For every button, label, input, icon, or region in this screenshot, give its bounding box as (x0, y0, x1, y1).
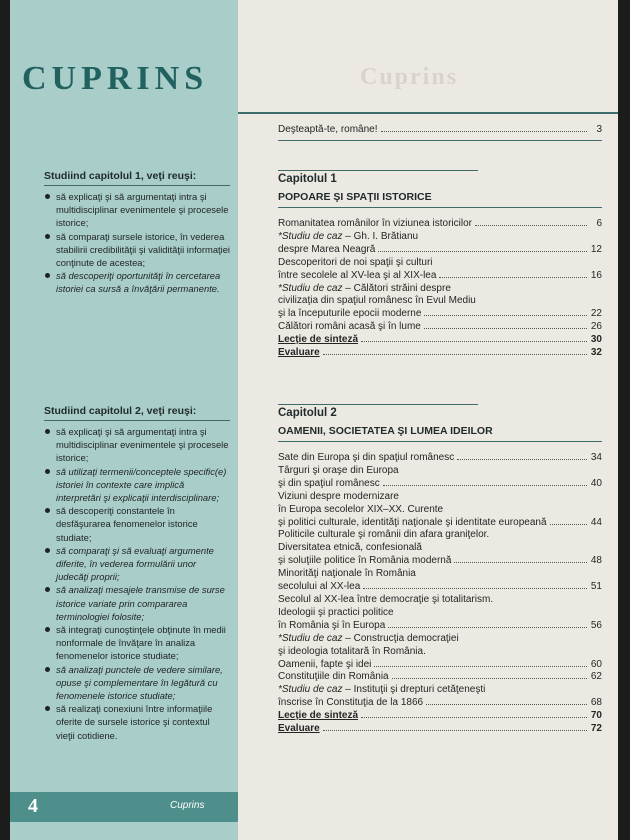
toc-entry-text: şi politici culturale, identităţi naţionale şi identitate europeană (278, 516, 547, 528)
toc-intro (278, 124, 602, 137)
chapter-title: OAMENII, SOCIETATEA ŞI LUMEA IDEILOR (278, 425, 602, 442)
toc-entry (278, 321, 602, 334)
toc-entry-text: *Studiu de caz – Călători străini despre (278, 282, 451, 294)
page-title: CUPRINS (22, 60, 209, 97)
toc-entry-page: 48 (590, 555, 602, 567)
chapter-title: POPOARE ŞI SPAŢII ISTORICE (278, 191, 602, 208)
ghost-title: Cuprins (360, 64, 459, 90)
toc-entry-text: Călători români acasă şi în lume (278, 321, 421, 333)
toc-entry-page: 30 (590, 334, 602, 346)
objective-item: să comparaţi şi să evaluaţi argumente diferite, în vederea formulării unor judecăţi proprii; (44, 544, 230, 584)
toc-entry-page: 34 (590, 452, 602, 463)
toc-entry-page: 26 (590, 321, 602, 333)
toc-entry (278, 334, 602, 347)
toc-entry-page: 6 (596, 218, 602, 229)
toc-entry-text: Lecţie de sinteză (278, 334, 359, 346)
toc-entry-text: Evaluare (278, 723, 320, 735)
toc-entry (278, 684, 602, 710)
toc-entry-text: Secolul al XX-lea între democraţie şi totalitarism. (278, 593, 494, 605)
chapter-label: Capitolul 2 (278, 404, 478, 419)
toc-entry-text: Ideologii şi practici politice (278, 606, 394, 618)
toc-entry-text: *Studiu de caz – Gh. I. Brătianu (278, 230, 419, 242)
chapter-label: Capitolul 1 (278, 170, 478, 185)
objective-item: să analizaţi punctele de vedere similare, opuse şi complementare în legătură cu fenomenele istorice studiate; (44, 663, 230, 703)
toc-entry-text: Descoperitori de noi spaţii şi culturi (278, 256, 433, 268)
toc-entry (278, 231, 602, 257)
objective-item: să descoperiţi constantele în desfăşurarea fenomenelor istorice studiate; (44, 504, 230, 544)
toc-entry-page: 70 (590, 710, 602, 722)
toc-entry (278, 529, 602, 568)
toc-entry-page: 44 (590, 516, 602, 528)
toc-entry (278, 633, 602, 659)
objectives-heading: Studiind capitolul 2, veţi reuşi: (44, 405, 230, 421)
toc-entry-text: Oamenii, fapte şi idei (278, 658, 372, 670)
objective-item: să explicaţi şi să argumentaţi intra şi multidisciplinar evenimentele şi procesele istorice; (44, 425, 230, 465)
book-page (10, 0, 618, 840)
toc-entry (278, 465, 602, 491)
toc-entry-text: despre Marea Neagră (278, 243, 376, 255)
toc-entry-text: şi soluţiile politice în România modernă (278, 555, 452, 567)
toc-entry-page: 51 (590, 581, 602, 593)
toc-entry (278, 218, 602, 231)
case-study-label: *Studiu de caz (278, 632, 343, 644)
toc-entry-text: *Studiu de caz – Construcţia democraţiei (278, 632, 459, 644)
toc-entry-text: Constituţiile din România (278, 671, 389, 683)
toc-entry-text: Târguri şi oraşe din Europa (278, 464, 399, 476)
objective-item: să realizaţi conexiuni între informaţiile oferite de sursele istorice şi contextul vieţii cotidiene. (44, 702, 230, 742)
toc-entry (278, 452, 602, 465)
page-number: 4 (28, 795, 38, 817)
toc-entry-page: 32 (590, 347, 602, 359)
toc-chapter-1 (278, 170, 602, 360)
objective-item: să analizaţi mesajele transmise de surse istorice variate prin compararea terminologiei folosite; (44, 583, 230, 623)
toc-entry-page: 12 (590, 243, 602, 255)
toc-entry (278, 257, 602, 283)
objective-item: să explicaţi şi să argumentaţi intra şi multidisciplinar evenimentele şi procesele istorice; (44, 190, 230, 230)
toc-entry (278, 594, 602, 633)
toc-entry-text: Sate din Europa şi din spaţiul românesc (278, 452, 455, 463)
toc-entry (278, 659, 602, 672)
toc-entry (278, 710, 602, 723)
toc-chapter-2 (278, 404, 602, 736)
toc-entry-text: Lecţie de sinteză (278, 710, 359, 722)
toc-entry-page: 68 (590, 697, 602, 709)
toc-entry-text: Minorităţi naţionale în România (278, 568, 416, 580)
toc-entry (278, 347, 602, 360)
toc-entry-text: şi ideologia totalitară în România. (278, 645, 426, 657)
toc-entry-text: în România şi în Europa (278, 619, 386, 631)
objective-item: să descoperiţi oportunităţi în cercetarea istoriei ca sursă a învăţării permanente. (44, 269, 230, 295)
toc-intro-page: 3 (596, 124, 602, 135)
toc-entry-text: înscrise în Constituţia de la 1866 (278, 697, 424, 709)
toc-entry (278, 723, 602, 736)
toc-entry-text: în Europa secolelor XIX–XX. Curente (278, 503, 444, 515)
toc-entry-text: secolului al XX-lea (278, 581, 361, 593)
toc-entry-page: 60 (590, 658, 602, 670)
title-rule (238, 112, 618, 114)
toc-entry (278, 283, 602, 322)
toc-entry-text: Viziuni despre modernizare (278, 490, 399, 502)
objectives-list (44, 425, 230, 742)
toc-entry-page: 56 (590, 619, 602, 631)
toc-entry-text: civilizaţia din spaţiul românesc în Evul Mediu (278, 295, 476, 307)
intro-rule (278, 140, 602, 141)
case-study-label: *Studiu de caz (278, 282, 343, 294)
toc-entry-text: şi din spaţiul românesc (278, 477, 380, 489)
toc-entry-page: 16 (590, 269, 602, 281)
case-study-label: *Studiu de caz (278, 230, 343, 242)
objectives-chapter-1 (44, 170, 230, 296)
toc-entry-text: şi la începuturile epocii moderne (278, 308, 422, 320)
objectives-list (44, 190, 230, 296)
objective-item: să integraţi cunoştinţele obţinute în medii nonformale de învăţare în analiza fenomenelor istorice studiate; (44, 623, 230, 663)
case-study-label: *Studiu de caz (278, 684, 343, 696)
toc-entry-page: 22 (590, 308, 602, 320)
toc-entry-page: 62 (590, 671, 602, 683)
toc-intro-text: Deşteaptă-te, române! (278, 124, 378, 135)
objectives-chapter-2 (44, 405, 230, 742)
toc-entry-text: Evaluare (278, 347, 320, 359)
toc-entry (278, 491, 602, 530)
toc-entry-text: între secolele al XV-lea şi al XIX-lea (278, 269, 437, 281)
toc-entry (278, 568, 602, 594)
toc-entry-page: 72 (590, 723, 602, 735)
footer-label: Cuprins (170, 800, 205, 811)
toc-entry-text: *Studiu de caz – Instituţii şi drepturi cetăţeneşti (278, 684, 486, 696)
toc-entry-text: Diversitatea etnică, confesională (278, 542, 422, 554)
objective-item: să comparaţi sursele istorice, în vederea stabilirii credibilităţii şi validităţii informaţiei conţinute de acestea; (44, 230, 230, 270)
toc-entry-text: Politicile culturale şi românii din afara graniţelor. (278, 529, 490, 541)
objectives-heading: Studiind capitolul 1, veţi reuşi: (44, 170, 230, 186)
toc-entry (278, 671, 602, 684)
toc-entry-text: Romanitatea românilor în viziunea istoricilor (278, 218, 472, 229)
objective-item: să utilizaţi termenii/conceptele specific(e) istoriei în contexte care implică interpretări şi explicaţii interdisciplinare; (44, 465, 230, 505)
toc-entry-page: 40 (590, 477, 602, 489)
